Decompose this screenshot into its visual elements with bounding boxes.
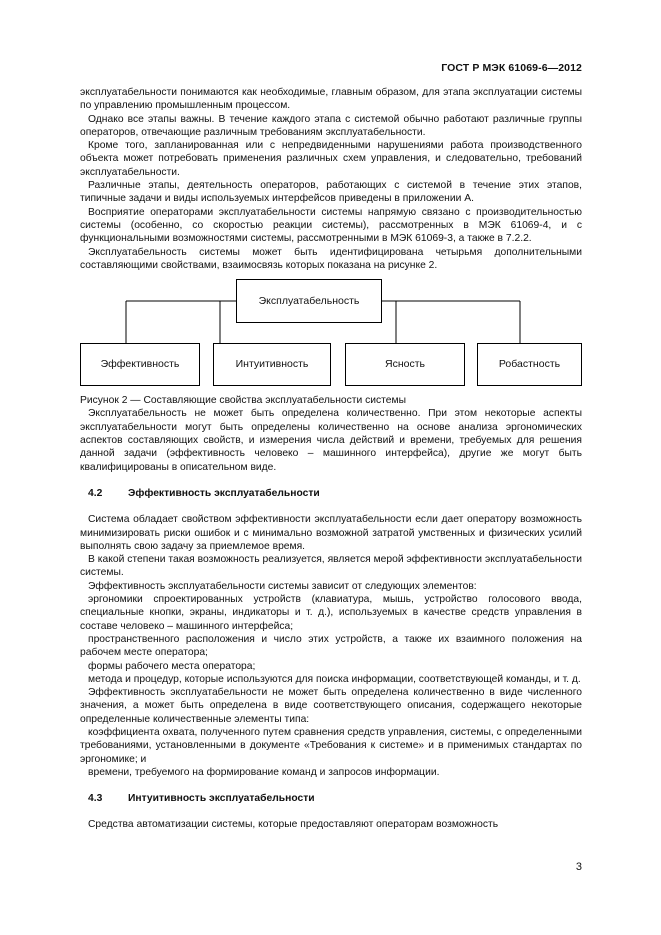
diagram-root-box: Эксплуатабельность bbox=[236, 279, 382, 323]
list-item: пространственного расположения и число этих устройств, а также их взаимного положения на рабочем месте оператора; bbox=[80, 633, 582, 659]
paragraph: Эффективность эксплуатабельности системы зависит от следующих элементов: bbox=[88, 580, 477, 592]
figure-2-diagram bbox=[80, 279, 582, 394]
diagram-box-clarity: Ясность bbox=[345, 343, 465, 386]
page-content bbox=[80, 86, 582, 832]
list-item: эргономики спроектированных устройств (клавиатура, мышь, устройство голосового ввода, специальные кнопки, экраны, индикаторы и т. д.), используемых в качестве средств управления в составе человеко – машинного интерфейса; bbox=[80, 594, 582, 632]
section-number: 4.2 bbox=[88, 487, 103, 499]
diagram-box-efficiency: Эффективность bbox=[80, 343, 200, 386]
list-item: формы рабочего места оператора; bbox=[88, 660, 256, 672]
diagram-box-robustness: Робастность bbox=[477, 343, 582, 386]
section-title: Эффективность эксплуатабельности bbox=[128, 487, 320, 499]
section-heading-4-2 bbox=[80, 487, 582, 500]
figure-caption: Рисунок 2 — Составляющие свойства эксплуатабельности системы bbox=[80, 395, 406, 407]
paragraph: Эксплуатабельность системы может быть идентифицирована четырьмя дополнительными составляющими свойствами, взаимосвязь которых показана на рисунке 2. bbox=[80, 246, 582, 271]
section-number: 4.3 bbox=[88, 793, 103, 805]
document-header: ГОСТ Р МЭК 61069-6—2012 bbox=[441, 62, 582, 74]
list-item: метода и процедур, которые используются для поиска информации, соответствующей команды, и т. д. bbox=[88, 673, 581, 685]
paragraph: Система обладает свойством эффективности эксплуатабельности если дает оператору возможность минимизировать риски ошибок и с минимально возможной затратой умственных и физических усилий выполнять свою задачу за приемлемое время. bbox=[80, 514, 582, 552]
paragraph: Кроме того, запланированная или с непредвиденными нарушениями работа производственного объекта может потребовать применения различных схем управления, и следовательно, требований эксплуатабельности. bbox=[80, 140, 582, 178]
paragraph: Восприятие операторами эксплуатабельности системы напрямую связано с производительностью системы (особенно, со скоростью реакции системы), рассмотренных в МЭК 61069-4, и с функциональными возможностями системы, рассмотренными в МЭК 61069-3, а также в 7.2.2. bbox=[80, 206, 582, 245]
paragraph: эксплуатабельности понимаются как необходимые, главным образом, для этапа эксплуатации системы по управлению промышленным процессом. bbox=[80, 87, 582, 112]
list-item: времени, требуемого на формирование команд и запросов информации. bbox=[88, 766, 440, 778]
section-title: Интуитивность эксплуатабельности bbox=[128, 793, 315, 805]
paragraph: В какой степени такая возможность реализуется, является мерой эффективности эксплуатабельности системы. bbox=[80, 554, 582, 579]
page-number: 3 bbox=[575, 861, 582, 873]
paragraph: Однако все этапы важны. В течение каждого этапа с системой обычно работают различные группы операторов, отвечающие различным требованиям эксплуатабельности. bbox=[80, 113, 582, 138]
paragraph: Различные этапы, деятельность операторов, работающих с системой в течение этих этапов, типичные задачи и виды используемых интерфейсов приведены в приложении А. bbox=[80, 180, 582, 205]
paragraph: Средства автоматизации системы, которые предоставляют операторам возможность bbox=[88, 819, 499, 831]
paragraph: Эффективность эксплуатабельности не может быть определена количественно в виде численного значения, а может быть определена в виде соответствующего описания, содержащего некоторые определенные количественные элементы типа: bbox=[80, 687, 582, 725]
diagram-box-intuitiveness: Интуитивность bbox=[213, 343, 331, 386]
section-heading-4-3 bbox=[80, 792, 582, 805]
paragraph: Эксплуатабельность не может быть определена количественно. При этом некоторые аспекты эксплуатабельности могут быть определены количественно на основе анализа эргономических аспектов составляющих свойств, и измерения числа действий и времени, требуемых для решения данной задачи (эффективность человеко – машинного интерфейса), другие же могут быть квалифицированы в описательном виде. bbox=[80, 408, 582, 473]
list-item: коэффициента охвата, полученного путем сравнения средств управления, системы, с определенными требованиями, установленными в документе «Требования к системе» и в применимых стандартах по эргономике; и bbox=[80, 726, 582, 765]
